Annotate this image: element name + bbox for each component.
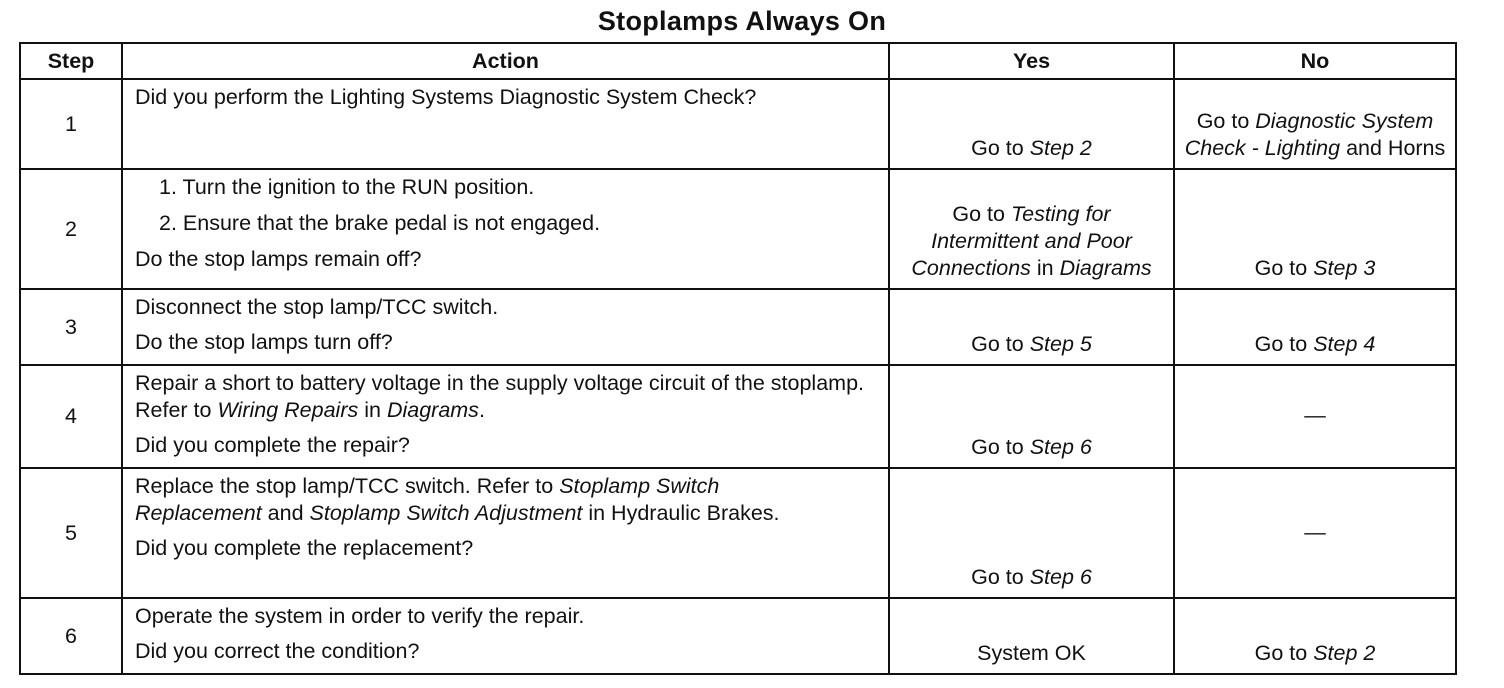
action-question: Did you correct the condition? (135, 639, 420, 663)
action-text: Replace the stop lamp/TCC switch. Refer to (135, 474, 560, 498)
page-title: Stoplamps Always On (597, 6, 887, 36)
no-cell (1174, 79, 1456, 169)
no-cell (1174, 468, 1456, 598)
yes-cell (889, 79, 1174, 169)
yes-text: Go to (971, 332, 1030, 356)
action-question: Do the stop lamps remain off? (135, 247, 422, 271)
step-number: 5 (20, 468, 122, 598)
table-row (20, 79, 1456, 169)
yes-cell (889, 289, 1174, 365)
no-text: Go to (1254, 641, 1314, 665)
action-instruction (135, 473, 880, 527)
action-instruction: Operate the system in order to verify the repair. (135, 604, 585, 628)
table-row (20, 365, 1456, 468)
table-row (20, 598, 1456, 674)
action-ref: Wiring Repairs (217, 398, 359, 422)
action-cell (122, 468, 889, 598)
yes-link: Step 5 (1029, 332, 1092, 356)
no-text: Go to (1196, 109, 1256, 133)
no-link: Diagnostic System Check - Lighting (1184, 109, 1434, 160)
yes-link: Step 6 (1029, 435, 1092, 459)
yes-link: Step 2 (1029, 136, 1092, 160)
action-item: 2. Ensure that the brake pedal is not engaged. (159, 211, 601, 235)
action-question: Did you complete the repair? (135, 433, 410, 457)
action-item: 1. Turn the ignition to the RUN position. (159, 175, 535, 199)
action-instruction: Disconnect the stop lamp/TCC switch. (135, 295, 499, 319)
action-ref: Stoplamp Switch Replacement (135, 474, 720, 525)
action-cell (122, 289, 889, 365)
action-cell (122, 365, 889, 468)
yes-cell (889, 169, 1174, 289)
yes-text: Go to (971, 565, 1030, 589)
action-text: in Hydraulic Brakes. (582, 501, 780, 525)
action-ref: Diagrams (386, 398, 479, 422)
yes-text: System OK (977, 641, 1086, 665)
yes-cell (889, 598, 1174, 674)
no-cell (1174, 365, 1456, 468)
action-question: Did you complete the replacement? (135, 536, 474, 560)
header-yes: Yes (889, 43, 1174, 79)
no-cell (1174, 289, 1456, 365)
action-text: . (478, 398, 485, 422)
header-action: Action (122, 43, 889, 79)
no-cell (1174, 598, 1456, 674)
action-cell (122, 598, 889, 674)
no-dash: — (1304, 403, 1326, 427)
table-row (20, 169, 1456, 289)
header-no: No (1174, 43, 1456, 79)
yes-cell (889, 365, 1174, 468)
action-instruction (135, 370, 880, 424)
no-text-suffix: and Horns (1340, 136, 1446, 160)
action-text: in (358, 398, 387, 422)
yes-cell (889, 468, 1174, 598)
action-ref: Stoplamp Switch Adjustment (309, 501, 583, 525)
no-text: Go to (1254, 332, 1314, 356)
yes-text: Go to (952, 202, 1011, 226)
header-step: Step (20, 43, 122, 79)
action-question: Did you perform the Lighting Systems Diagnostic System Check? (135, 85, 757, 109)
yes-link-2: Diagrams (1059, 256, 1152, 280)
table-row (20, 468, 1456, 598)
step-number: 3 (20, 289, 122, 365)
no-link: Step 3 (1313, 256, 1376, 280)
no-link: Step 4 (1313, 332, 1376, 356)
yes-text: Go to (971, 136, 1030, 160)
no-link: Step 2 (1313, 641, 1376, 665)
diagnostic-table (19, 42, 1457, 675)
table-row (20, 289, 1456, 365)
action-text: and (261, 501, 310, 525)
step-number: 6 (20, 598, 122, 674)
step-number: 1 (20, 79, 122, 169)
step-number: 4 (20, 365, 122, 468)
step-number: 2 (20, 169, 122, 289)
action-question: Do the stop lamps turn off? (135, 330, 393, 354)
yes-text: Go to (971, 435, 1030, 459)
yes-link: Step 6 (1029, 565, 1092, 589)
yes-text-mid: in (1030, 256, 1060, 280)
table-header-row (20, 43, 1456, 79)
action-cell (122, 169, 889, 289)
no-text: Go to (1254, 256, 1314, 280)
no-dash: — (1304, 519, 1326, 544)
yes-link: Testing for Intermittent and Poor Connections (911, 202, 1132, 280)
no-cell (1174, 169, 1456, 289)
action-cell (122, 79, 889, 169)
action-text: Repair a short to battery voltage in the supply voltage circuit of the stoplamp. Refer to (135, 371, 865, 422)
